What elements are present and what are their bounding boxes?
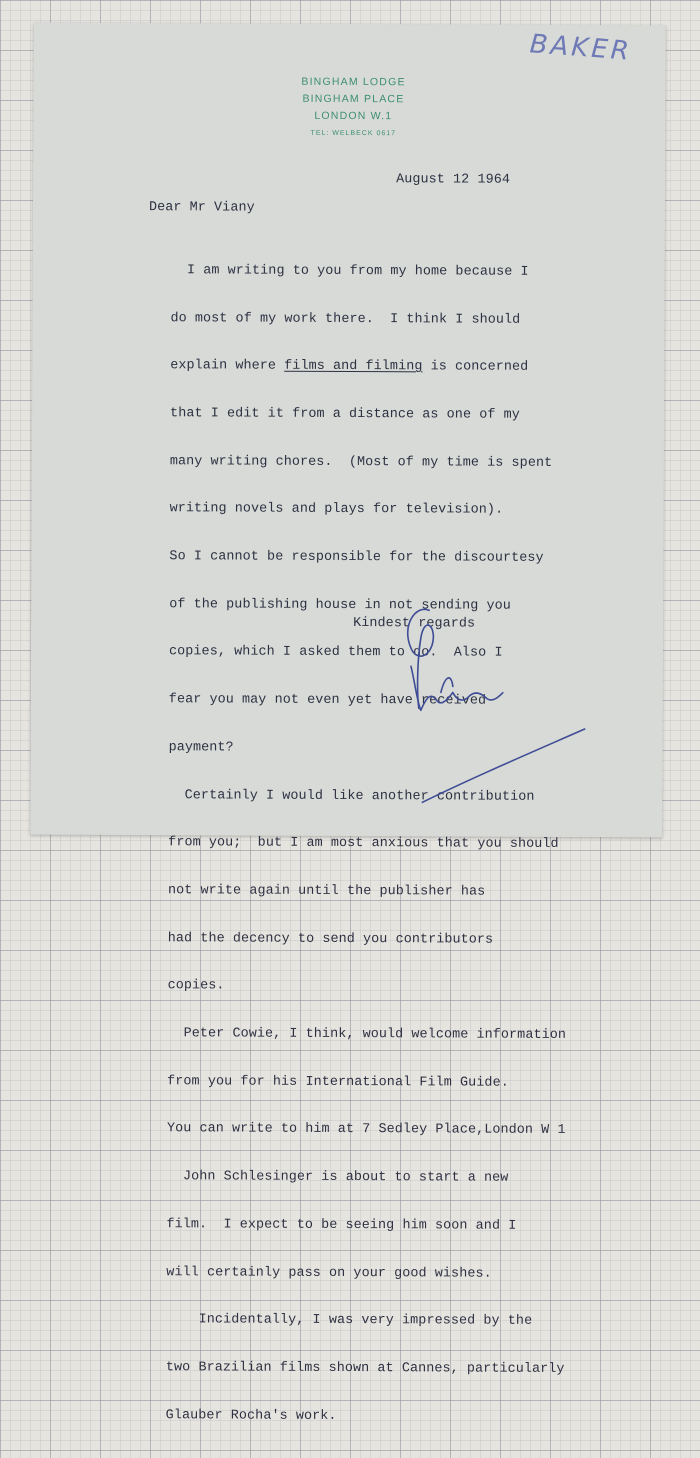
letterhead-line-2: BINGHAM PLACE — [302, 92, 405, 106]
body-line: payment? — [168, 740, 234, 756]
body-line: copies, which I asked them to do. Also I — [168, 644, 503, 662]
letter-date: August 12 1964 — [396, 172, 511, 188]
body-line: Glauber Rocha's work. — [165, 1407, 337, 1424]
body-line: of the publishing house in not sending you — [169, 596, 511, 614]
body-line: You can write to him at 7 Sedley Place,London W 1 — [166, 1121, 566, 1139]
letterhead-telephone: TEL: WELBECK 0617 — [310, 129, 397, 138]
body-line-tail: is concerned — [422, 359, 529, 376]
body-line: will certainly pass on your good wishes. — [166, 1264, 492, 1282]
body-line: copies. — [167, 978, 225, 994]
body-line: Peter Cowie, I think, would welcome information — [167, 1026, 567, 1044]
signature-flourish — [422, 728, 584, 803]
underlined-magazine-title: films and filming — [284, 358, 423, 375]
body-line: not write again until the publisher has — [167, 883, 486, 900]
signature-stroke — [441, 678, 453, 693]
body-line: So I cannot be responsible for the discourtesy — [169, 549, 544, 566]
letterhead — [273, 74, 433, 141]
letter-salutation: Dear Mr Viany — [148, 200, 255, 216]
body-line: fear you may not even yet have received — [168, 692, 487, 709]
signature-stroke — [407, 609, 433, 708]
body-line-head: explain where — [170, 358, 285, 374]
body-line: film. I expect to be seeing him soon and I — [166, 1217, 517, 1234]
letter-body — [166, 231, 570, 1457]
body-line: I am writing to you from my home because I — [170, 263, 529, 280]
body-line: had the decency to send you contributors — [167, 930, 494, 948]
handwritten-annotation — [529, 29, 633, 66]
body-line: Incidentally, I was very impressed by the — [166, 1312, 533, 1330]
letterhead-line-1: BINGHAM LODGE — [301, 75, 406, 89]
handwritten-signature — [370, 596, 611, 797]
body-line: John Schlesinger is about to start a new — [166, 1169, 509, 1186]
body-line: many writing chores. (Most of my time is spent — [169, 453, 553, 471]
body-line: from you for his International Film Guide. — [167, 1073, 509, 1091]
body-line: Certainly I would like another contribution — [168, 787, 535, 805]
signature-stroke — [411, 666, 503, 710]
letter-closing: Kindest regards — [353, 616, 476, 632]
body-line-with-underline — [170, 358, 569, 376]
letter-sheet — [30, 23, 666, 1424]
body-line: do most of my work there. I think I should — [170, 310, 521, 328]
body-line: that I edit it from a distance as one of my — [170, 406, 520, 423]
body-line: writing novels and plays for television). — [169, 501, 504, 519]
annotation-text: BAKER — [528, 29, 633, 67]
letterhead-line-3: LONDON W.1 — [314, 109, 393, 123]
body-line: from you; but I am most anxious that you should — [168, 835, 559, 853]
body-line: two Brazilian films shown at Cannes, particularly — [165, 1360, 565, 1377]
